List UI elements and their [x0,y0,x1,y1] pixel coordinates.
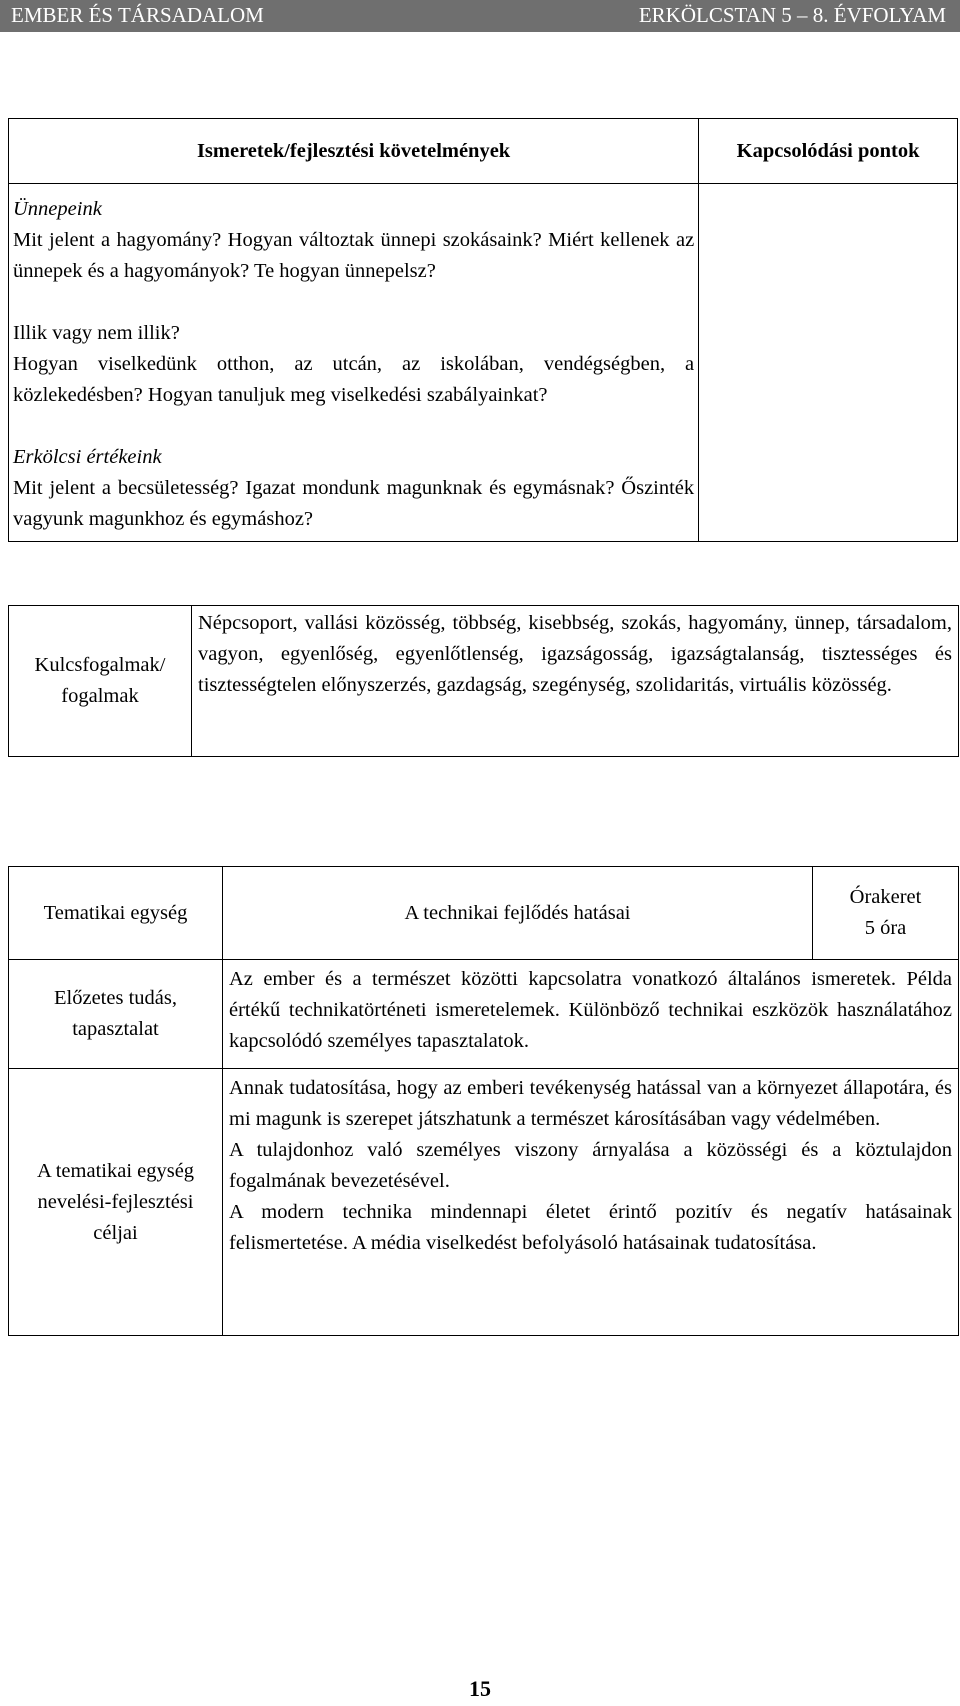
goals-label-line1: A tematikai egység [36,1159,195,1182]
thematic-header-row [9,867,959,960]
section-text: Hogyan viselkedünk otthon, az utcán, az iskolában, vendégségben, a közlekedésben? Hogyan tanuljuk meg viselkedési szabályainkat? [13,353,695,406]
goals-label-line2: nevelési-fejlesztési [37,1190,194,1213]
hours-value: 5 óra [864,917,907,939]
thematic-unit-label: Tematikai egység [9,867,223,960]
col-header-connections: Kapcsolódási pontok [699,119,958,184]
section-text: Mit jelent a becsületesség? Igazat mondunk magunknak és egymásnak? Őszinték vagyunk magunkhoz és egymáshoz? [13,477,695,530]
prior-knowledge-row [9,960,959,1069]
key-concepts-label [9,606,192,757]
goals-label [9,1069,223,1336]
prior-knowledge-text: Az ember és a természet közötti kapcsolatra vonatkozó általános ismeretek. Példa értékű technikatörténeti ismeretelemek. Különböző technikai eszközök használatához kapcsolódó személyes tapasztalatok. [223,960,959,1069]
prior-knowledge-label [9,960,223,1069]
connections-cell [699,184,958,542]
section-text: Mit jelent a hagyomány? Hogyan változtak ünnepi szokásaink? Miért kellenek az ünnepek és a hagyományok? Te hogyan ünnepelsz? [13,229,695,282]
requirements-cell [9,184,699,542]
requirements-table [8,118,958,542]
thematic-unit-table [8,866,959,1336]
prior-knowledge-label-line2: tapasztalat [72,1018,159,1040]
goals-paragraph: A modern technika mindennapi életet érintő pozitív és negatív hatásainak felismertetése. A média viselkedést befolyásoló hatásainak tudatosítása. [229,1201,952,1254]
goals-row [9,1069,959,1336]
page-number: 15 [469,1676,491,1701]
hours-cell [813,867,959,960]
hours-label: Órakeret [849,886,922,908]
goals-paragraph: A tulajdonhoz való személyes viszony árnyalása a közösségi és a köztulajdon fogalmának bevezetésével. [229,1139,952,1192]
section-title: Erkölcsi értékeink [13,446,162,468]
key-concepts-label-line2: fogalmak [61,685,139,707]
goals-text [223,1069,959,1336]
header-right-title: ERKÖLCSTAN 5 – 8. ÉVFOLYAM [638,3,946,27]
goals-paragraph: Annak tudatosítása, hogy az emberi tevékenység hatással van a környezet állapotára, és mi magunk is szerepet játszhatunk a természet károsításában vagy védelmében. [229,1077,952,1130]
key-concepts-row [9,606,959,757]
header-left-title: EMBER ÉS TÁRSADALOM [11,3,264,27]
prior-knowledge-label-line1: Előzetes tudás, [54,987,177,1009]
key-concepts-table [8,605,959,757]
thematic-unit-title: A technikai fejlődés hatásai [223,867,813,960]
section-title: Ünnepeink [13,198,102,220]
goals-label-line3: céljai [93,1221,138,1244]
page-header [0,0,960,32]
requirements-body-row [9,184,958,542]
requirements-header-row [9,119,958,184]
key-concepts-label-line1: Kulcsfogalmak/ [34,654,166,676]
section-title: Illik vagy nem illik? [13,322,180,344]
col-header-requirements: Ismeretek/fejlesztési követelmények [9,119,699,184]
key-concepts-text: Népcsoport, vallási közösség, többség, kisebbség, szokás, hagyomány, ünnep, társadalom, vagyon, egyenlőség, egyenlőtlenség, igazságosság, igazságtalanság, tisztességes és tisztességtelen előnyszerzés, gazdagság, szegénység, szolidaritás, virtuális közösség. [192,606,959,757]
